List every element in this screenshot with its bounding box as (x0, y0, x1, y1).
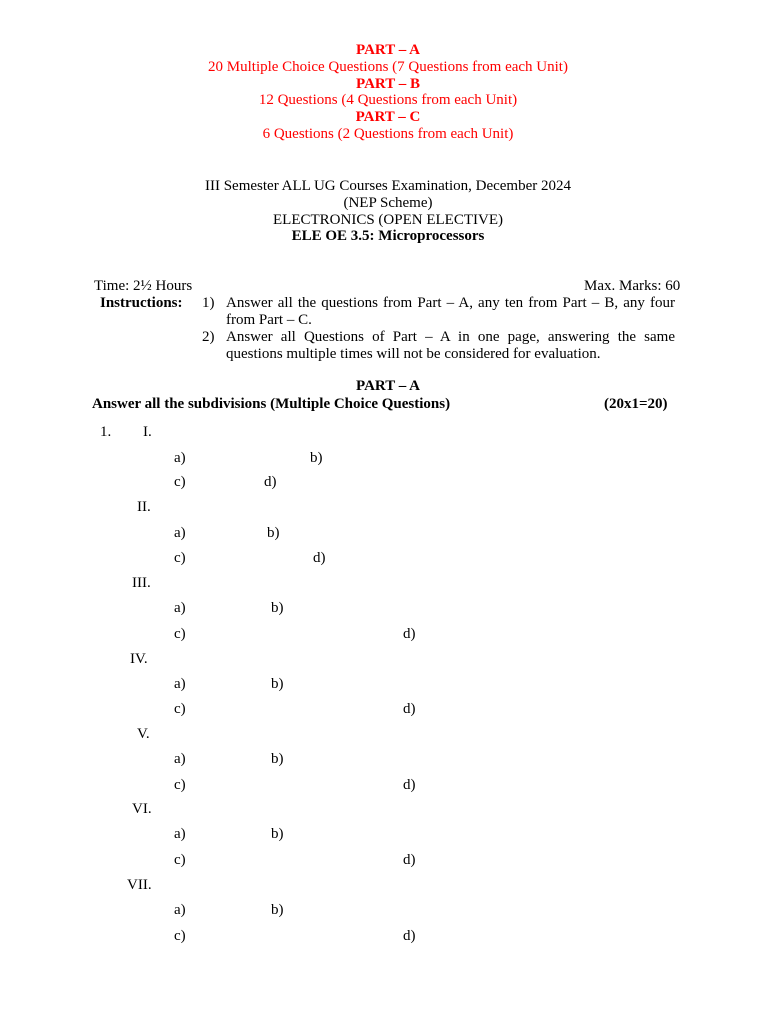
part-a-section-title: PART – A (356, 378, 420, 394)
subquestion-numeral: III. (132, 575, 151, 591)
semester-line: III Semester ALL UG Courses Examination, December 2024 (204, 178, 571, 194)
instructions-label: Instructions: (100, 295, 183, 311)
paper-title: ELE OE 3.5: Microprocessors (291, 228, 485, 245)
option-d: d) (403, 852, 416, 868)
option-c: c) (174, 777, 186, 793)
option-c: c) (174, 474, 186, 490)
option-a: a) (174, 450, 186, 466)
part-a-subtitle: Answer all the subdivisions (Multiple Choice Questions) (92, 396, 451, 412)
option-c: c) (174, 852, 186, 868)
instruction-text-continued: from Part – C. (226, 312, 312, 328)
option-c: c) (174, 550, 186, 566)
option-d: d) (264, 474, 277, 490)
option-b: b) (267, 525, 280, 541)
option-d: d) (403, 701, 416, 717)
paper-pattern-block (0, 42, 768, 143)
exam-info-block (0, 178, 768, 245)
part-b-description: 12 Questions (4 Questions from each Unit) (258, 92, 518, 109)
option-b: b) (271, 676, 284, 692)
subquestion-numeral: VII. (127, 877, 152, 893)
max-marks-label: Max. Marks: 60 (584, 278, 681, 294)
part-a-heading: PART – A (356, 42, 420, 58)
option-a: a) (174, 826, 186, 842)
option-c: c) (174, 626, 186, 642)
question-number: 1. (100, 424, 112, 440)
instruction-text: Answer all the questions from Part – A, any ten from Part – B, any four (226, 295, 675, 311)
scheme-line: (NEP Scheme) (343, 194, 433, 211)
option-a: a) (174, 676, 186, 692)
option-b: b) (310, 450, 323, 466)
option-a: a) (174, 751, 186, 767)
option-c: c) (174, 701, 186, 717)
subject-line: ELECTRONICS (OPEN ELECTIVE) (273, 211, 503, 228)
option-c: c) (174, 928, 186, 944)
option-b: b) (271, 826, 284, 842)
subquestion-numeral: II. (137, 499, 151, 515)
instruction-number: 2) (202, 329, 215, 345)
part-a-description: 20 Multiple Choice Questions (7 Questions from each Unit) (208, 58, 568, 75)
option-b: b) (271, 751, 284, 767)
subquestion-numeral: V. (137, 726, 150, 742)
option-b: b) (271, 902, 284, 918)
option-a: a) (174, 525, 186, 541)
option-d: d) (403, 777, 416, 793)
time-label: Time: 2½ Hours (94, 278, 193, 294)
option-a: a) (174, 600, 186, 616)
option-d: d) (313, 550, 326, 566)
instruction-text-continued: questions multiple times will not be considered for evaluation. (226, 346, 601, 362)
option-d: d) (403, 626, 416, 642)
part-c-heading: PART – C (355, 109, 421, 126)
instruction-text: Answer all Questions of Part – A in one page, answering the same (226, 329, 675, 345)
part-a-marks: (20x1=20) (604, 396, 668, 412)
subquestion-numeral: IV. (130, 651, 148, 667)
subquestion-numeral: I. (143, 424, 152, 440)
part-b-heading: PART – B (356, 75, 420, 92)
instruction-number: 1) (202, 295, 215, 311)
option-a: a) (174, 902, 186, 918)
subquestion-numeral: VI. (132, 801, 152, 817)
option-d: d) (403, 928, 416, 944)
option-b: b) (271, 600, 284, 616)
part-c-description: 6 Questions (2 Questions from each Unit) (262, 125, 514, 142)
